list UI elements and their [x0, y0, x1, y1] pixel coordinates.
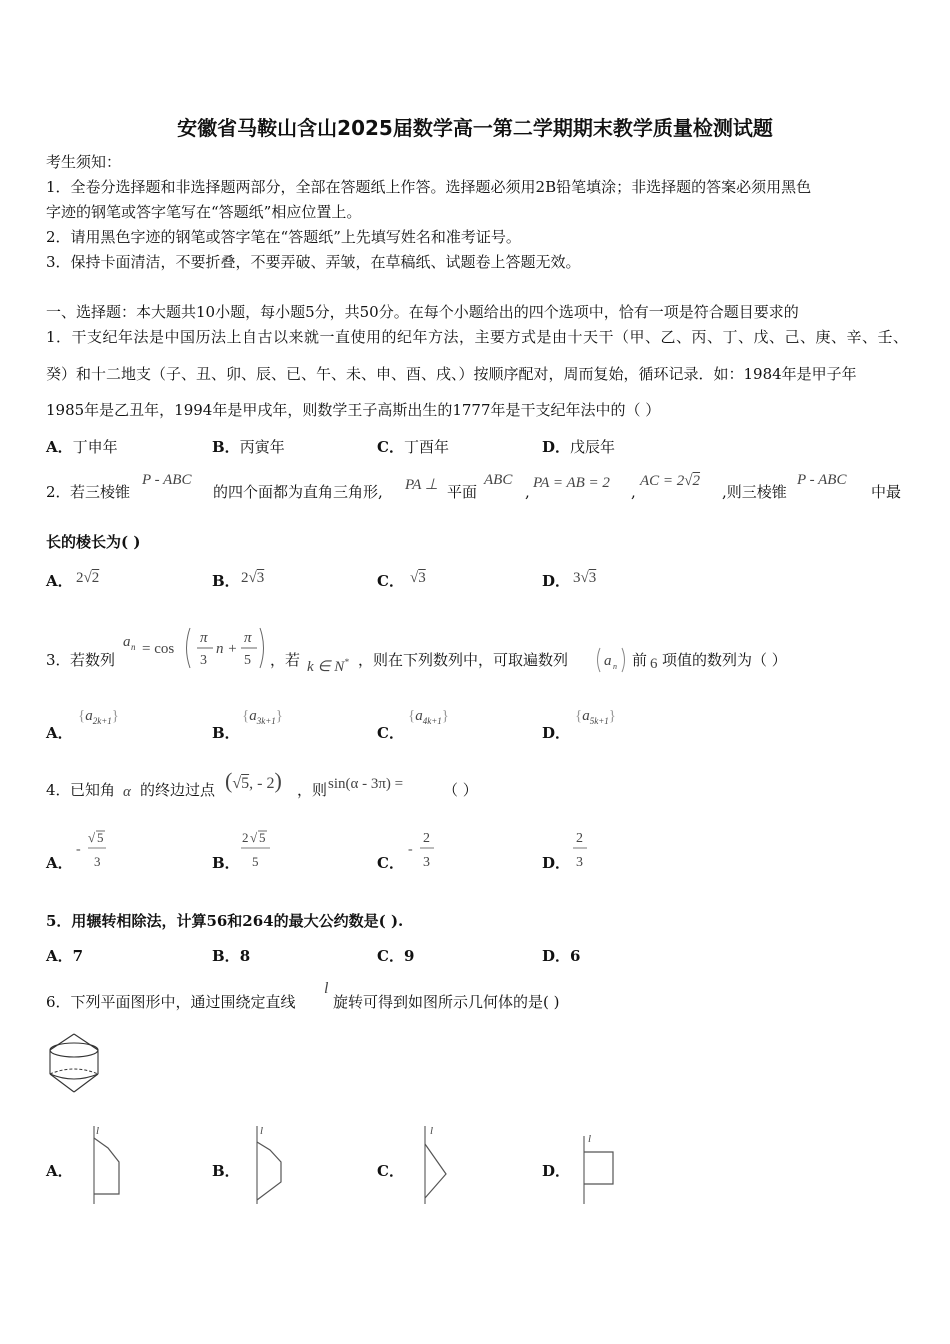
- q3-eq-cos: = cos: [142, 641, 175, 657]
- option-text: 8: [239, 947, 251, 965]
- q3-an-sub: n: [131, 642, 136, 652]
- option-label: B．: [212, 438, 240, 456]
- numerator: 5: [259, 830, 266, 845]
- q2-math-ac: [640, 473, 700, 490]
- q2-number: 2．: [46, 483, 71, 501]
- option-text: 丁酉年: [403, 438, 449, 456]
- notice-heading: 考生须知：: [46, 153, 122, 171]
- q1-option-b[interactable]: [212, 436, 285, 457]
- numerator: 2: [576, 831, 583, 846]
- q4-option-c-value: [406, 826, 440, 874]
- q2-math-pabc-2: P - ABC: [797, 472, 847, 488]
- q2-text-5: ,: [631, 483, 636, 501]
- q1-line-2: 癸）和十二地支（子、丑、卯、辰、已、午、未、申、酉、戌、）按顺序配对，周而复始，循环记录．如：1984年是甲子年: [46, 365, 857, 383]
- option-label: B．: [212, 572, 240, 590]
- numerator: 5: [97, 830, 104, 845]
- option-label: A．: [46, 854, 73, 872]
- notice-line-2: 2．请用黑色字迹的钢笔或答字笔在“答题纸”上先填写姓名和准考证号。: [46, 228, 521, 246]
- brace-icon: }: [441, 708, 449, 724]
- q3-text-1: 若数列: [70, 651, 116, 669]
- brace-icon: }: [111, 708, 119, 724]
- q1-option-c[interactable]: [377, 436, 449, 457]
- brace-left: [598, 648, 601, 672]
- q2-text-3: 平面: [447, 483, 478, 501]
- notice-line-1b: 字迹的钢笔或答字笔写在“答题纸”相应位置上。: [46, 203, 362, 221]
- q4-option-d[interactable]: [542, 852, 570, 873]
- q1-option-d[interactable]: [542, 436, 615, 457]
- q2-math-ac-radicand: 2: [692, 473, 701, 489]
- q2-math-ac-left: AC = 2: [640, 473, 685, 489]
- q4-point: (√5, - 2): [225, 768, 282, 793]
- denominator: 3: [576, 855, 583, 870]
- q6-option-c[interactable]: [377, 1160, 404, 1181]
- q5-option-b[interactable]: [212, 945, 250, 966]
- option-label: B．: [212, 854, 240, 872]
- cone-edge: [74, 1074, 98, 1092]
- q5-option-d[interactable]: [542, 945, 580, 966]
- radicand: 3: [418, 570, 426, 586]
- brace-icon: {: [242, 708, 250, 724]
- q5-option-c[interactable]: [377, 945, 414, 966]
- brace-icon: }: [608, 708, 616, 724]
- q6-option-d[interactable]: [542, 1160, 570, 1181]
- radical-icon: √: [88, 830, 96, 845]
- subscript: 4k+1: [422, 716, 442, 726]
- option-text: 9: [403, 947, 415, 965]
- q3-text-5: 项值的数列为（ ）: [662, 651, 787, 669]
- q3-text-3: ，则在下列数列中，可取遍数列: [358, 651, 569, 669]
- radical-icon: √: [684, 473, 693, 489]
- subscript: 2k+1: [92, 716, 112, 726]
- q3-star: *: [344, 657, 349, 667]
- brace-icon: {: [575, 708, 583, 724]
- q4-text-3: ，则: [297, 781, 328, 799]
- option-label: D．: [542, 438, 571, 456]
- radicand: 3: [588, 570, 597, 586]
- q2-math-abc: ABC: [484, 472, 513, 488]
- q3-an: a: [123, 634, 131, 650]
- bottom-ellipse-front: [50, 1074, 98, 1079]
- right-paren: [260, 628, 264, 668]
- q4-option-b-value: [238, 826, 278, 874]
- option-label: B．: [212, 724, 240, 742]
- q3-number: 3．: [46, 651, 71, 669]
- option-text: 丙寅年: [239, 438, 285, 456]
- cone-edge: [50, 1034, 74, 1050]
- option-label: C．: [377, 438, 404, 456]
- paren-icon: ): [274, 768, 282, 793]
- option-text: 7: [72, 947, 84, 965]
- q1-option-a[interactable]: [46, 436, 118, 457]
- option-label: C．: [377, 724, 404, 742]
- left-paren: [187, 628, 191, 668]
- q3-pi-2: π: [244, 630, 252, 646]
- solid-figure: [44, 1030, 106, 1098]
- q2-text-1: 若三棱锥: [70, 483, 131, 501]
- q3-formula: [120, 622, 268, 674]
- q4-expr: sin(α - 3π) =: [328, 776, 404, 792]
- q4-text-2: 的终边过点: [140, 781, 216, 799]
- q6-option-d-figure: [580, 1128, 620, 1208]
- option-label: B．: [212, 1162, 240, 1180]
- coef: 2: [242, 830, 249, 845]
- q3-seq-an: [594, 645, 630, 675]
- q4-point-a: 5: [241, 775, 250, 792]
- brace-icon: }: [275, 708, 283, 724]
- denominator: 5: [252, 854, 259, 869]
- bottom-ellipse-back: [50, 1069, 98, 1074]
- q3-option-c[interactable]: [377, 722, 404, 743]
- subscript: 5k+1: [589, 716, 609, 726]
- option-label: D．: [542, 854, 571, 872]
- option-text: 丁申年: [72, 438, 118, 456]
- q4-point-b: , - 2: [249, 775, 275, 792]
- axis-label: l: [96, 1125, 100, 1137]
- sign: -: [408, 842, 413, 857]
- coef: 3: [573, 570, 581, 586]
- q2-text-6: ,则三棱锥: [722, 483, 787, 501]
- page-title: 安徽省马鞍山含山2025届数学高一第二学期期末教学质量检测试题: [177, 116, 773, 140]
- q3-seq-sub: n: [613, 662, 617, 671]
- brace-icon: {: [408, 708, 416, 724]
- q3-option-a[interactable]: [46, 722, 73, 743]
- q3-k-in-n: [307, 657, 349, 676]
- q3-option-d[interactable]: [542, 722, 570, 743]
- q3-text-2: ，若: [270, 651, 301, 669]
- q2-option-b[interactable]: [212, 570, 240, 591]
- option-label: D．: [542, 1162, 571, 1180]
- option-label: A．: [46, 572, 73, 590]
- coef: 2: [76, 570, 84, 586]
- q3-option-b-value: $\{a_{3k+1}\}$: [242, 708, 283, 726]
- q4-option-b[interactable]: [212, 852, 240, 873]
- q3-k: k ∈ N: [307, 659, 345, 675]
- q3-option-c-value: $\{a_{4k+1}\}$: [408, 708, 449, 726]
- axis-label: l: [430, 1125, 434, 1137]
- denominator: 3: [94, 854, 101, 869]
- q2-text-7: 中最: [871, 483, 902, 501]
- coef: 2: [241, 570, 249, 586]
- section-heading: 一、选择题：本大题共10小题，每小题5分，共50分。在每个小题给出的四个选项中，恰有一项是符合题目要求的: [46, 303, 799, 321]
- q6-option-a-figure: [88, 1122, 128, 1208]
- option-label: C．: [377, 572, 404, 590]
- q3-three: 3: [200, 653, 207, 668]
- brace-right: [622, 648, 625, 672]
- notice-line-3: 3．保持卡面清洁，不要折叠，不要弄破、弄皱，在草稿纸、试题卷上答题无效。: [46, 253, 581, 271]
- q3-six: 6: [650, 656, 658, 672]
- notice-line-1a: 1．全卷分选择题和非选择题两部分，全部在答题纸上作答。选择题必须用2B铅笔填涂；非选择题的答案必须用黑色: [46, 178, 812, 196]
- q4-option-d-value: [570, 826, 594, 874]
- cone-edge: [74, 1034, 98, 1050]
- q4-alpha: α: [123, 784, 131, 800]
- axis-label: l: [260, 1125, 264, 1137]
- q2-line-2: 长的棱长为( ): [46, 533, 141, 551]
- q2-math-pa-ab: PA = AB = 2: [533, 475, 610, 491]
- q2-math-pabc: P - ABC: [142, 472, 192, 488]
- q2-text-4: ,: [525, 483, 530, 501]
- option-text: 6: [570, 947, 581, 965]
- q4-option-a-value: [74, 826, 114, 874]
- option-label: D．: [542, 947, 571, 965]
- q2-option-a[interactable]: [46, 570, 73, 591]
- q2-text-2: 的四个面都为直角三角形,: [213, 483, 383, 501]
- shape-outline: [425, 1144, 446, 1198]
- axis-label: l: [588, 1133, 592, 1145]
- denominator: 3: [423, 855, 430, 870]
- q3-seq-a: a: [604, 653, 612, 669]
- option-label: B．: [212, 947, 240, 965]
- q6-option-a[interactable]: [46, 1160, 73, 1181]
- sign: -: [76, 842, 81, 857]
- shape-outline: [584, 1152, 613, 1184]
- q3-n: n +: [216, 641, 238, 657]
- shape-outline: [94, 1138, 119, 1194]
- q1-line-1: 1．干支纪年法是中国历法上自古以来就一直使用的纪年方法，主要方式是由十天干（甲、乙、丙、丁、戊、己、庚、辛、壬、: [46, 328, 909, 346]
- q6-text-2: 旋转可得到如图所示几何体的是( ): [333, 993, 560, 1011]
- q2-option-d-value: 3√3: [573, 570, 597, 586]
- q2-option-b-value: 2√3: [241, 570, 265, 586]
- option-label: C．: [377, 947, 404, 965]
- option-text: 戊辰年: [570, 438, 616, 456]
- option-label: A．: [46, 724, 73, 742]
- option-label: A．: [46, 947, 73, 965]
- q4-option-c[interactable]: [377, 852, 404, 873]
- q6-option-b[interactable]: [212, 1160, 240, 1181]
- q3-option-a-value: $\{a_{2k+1}\}$: [78, 708, 119, 726]
- q2-option-d[interactable]: [542, 570, 570, 591]
- q2-math-pa-perp: PA ⊥: [405, 477, 438, 493]
- radicand: 3: [256, 570, 265, 586]
- q4-text-1: 已知角: [70, 781, 116, 799]
- q3-text-4: 前: [632, 651, 648, 669]
- q2-option-c-value: √3: [410, 570, 426, 586]
- option-label: D．: [542, 724, 571, 742]
- q5-option-a[interactable]: [46, 945, 83, 966]
- q2-option-a-value: 2√2: [76, 570, 100, 586]
- numerator: 2: [423, 831, 430, 846]
- q3-five: 5: [244, 653, 251, 668]
- q2-option-c[interactable]: [377, 570, 404, 591]
- option-label: A．: [46, 438, 73, 456]
- shape-outline: [257, 1142, 281, 1200]
- q4-text-4: （ ）: [443, 781, 478, 799]
- q5-text: 5．用辗转相除法，计算56和264的最大公约数是( ).: [46, 912, 404, 930]
- radical-icon: √: [250, 830, 258, 845]
- option-label: D．: [542, 572, 571, 590]
- q1-line-3: 1985年是乙丑年，1994年是甲戌年，则数学王子高斯出生的1777年是干支纪年法中的（ ）: [46, 401, 661, 419]
- q3-option-b[interactable]: [212, 722, 240, 743]
- cone-edge: [50, 1074, 74, 1092]
- option-label: C．: [377, 854, 404, 872]
- q6-l: l: [324, 980, 329, 997]
- q4-number: 4．: [46, 781, 71, 799]
- q6-text-1: 6．下列平面图形中，通过围绕定直线: [46, 993, 296, 1011]
- paren-icon: (: [225, 768, 233, 793]
- q4-option-a[interactable]: [46, 852, 73, 873]
- subscript: 3k+1: [256, 716, 276, 726]
- option-label: C．: [377, 1162, 404, 1180]
- q6-option-b-figure: [250, 1122, 290, 1208]
- radicand: 2: [91, 570, 100, 586]
- q3-pi-1: π: [200, 630, 208, 646]
- q6-option-c-figure: [420, 1122, 460, 1208]
- option-label: A．: [46, 1162, 73, 1180]
- q3-option-d-value: $\{a_{5k+1}\}$: [575, 708, 616, 726]
- brace-icon: {: [78, 708, 86, 724]
